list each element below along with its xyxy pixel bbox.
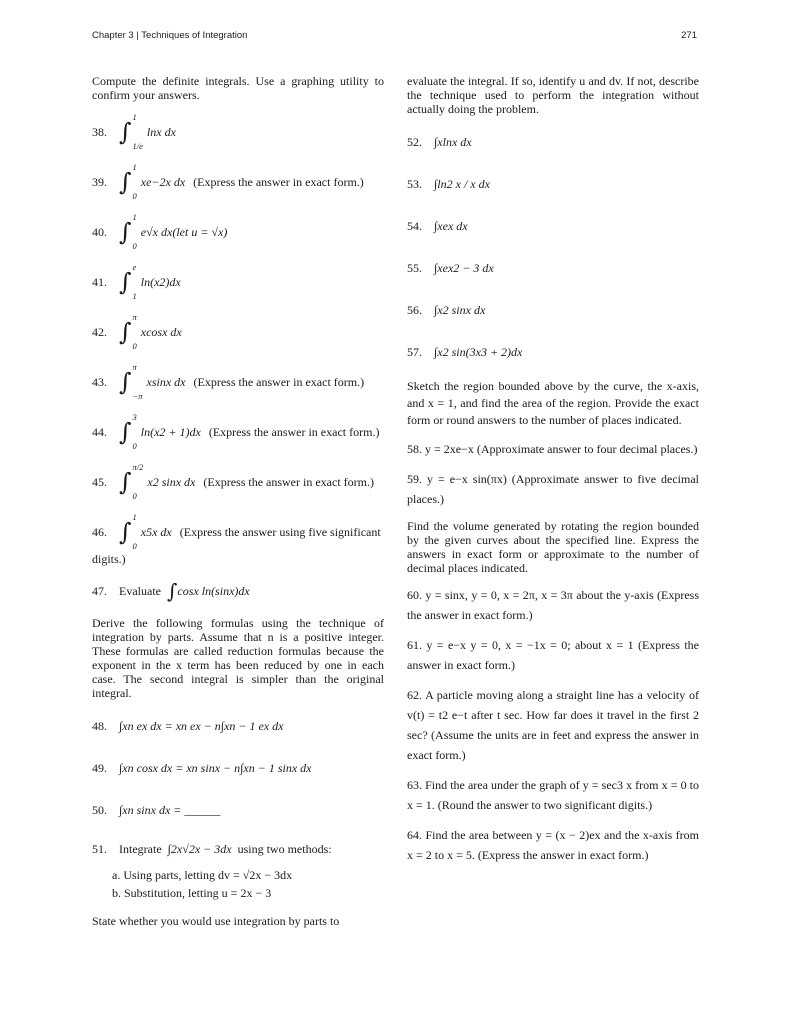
problem-56: 56. ∫x2 sinx dx (407, 303, 486, 317)
problem-60: 60. y = sinx, y = 0, x = 2π, x = 3π about the y-axis (Express the answer in exact form.) (407, 588, 699, 622)
problem-51-item-a: a. Using parts, letting dv = √2x − 3dx (112, 868, 293, 882)
problem-45: 45. ∫ π/2 0 x2 sinx dx (Express the answer in exact form.) (92, 462, 374, 501)
intro-area: Sketch the region bounded above by the curve, the x-axis, and x = 1, and find the area of the region. Provide the exact form or round answers to the number of places indicated. (407, 379, 699, 427)
problem-49: 49. ∫xn cosx dx = xn sinx − n∫xn − 1 sinx dx (92, 761, 312, 775)
problem-41: 41. ∫ e 1 ln(x2)dx (92, 262, 181, 301)
problem-62: 62. A particle moving along a straight line has a velocity of v(t) = t2 e−t after t sec. How far does it travel in the first 2 sec? (Assume the units are in feet and express the answer in exact form.) (407, 688, 699, 762)
problem-42: 42. ∫ π 0 xcosx dx (92, 312, 182, 351)
problem-48: 48. ∫xn ex dx = xn ex − n∫xn − 1 ex dx (92, 719, 284, 733)
problem-54: 54. ∫xex dx (407, 219, 468, 233)
problem-40: 40. ∫ 1 0 e√x dx(let u = √x) (92, 212, 228, 251)
intro-definite-integrals: Compute the definite integrals. Use a graphing utility to confirm your answers. (92, 74, 384, 102)
problem-53: 53. ∫ln2 x / x dx (407, 177, 490, 191)
problem-46-continuation: digits.) (92, 552, 126, 566)
problem-50: 50. ∫xn sinx dx = ______ (92, 803, 221, 817)
intro-reduction-formulas: Derive the following formulas using the technique of integration by parts. Assume that n is a positive integer. These formulas are called reduction formulas because the exponent in the x term has been reduced by one in each case. The second integral is simpler than the original integral. (92, 616, 384, 700)
left-column (92, 74, 384, 928)
page-number: 271 (681, 30, 697, 41)
problem-39: 39. ∫ 1 0 xe−2x dx (Express the answer in exact form.) (92, 162, 364, 201)
problem-52: 52. ∫xlnx dx (407, 135, 472, 149)
problem-47: 47. Evaluate ∫ cosx ln(sinx)dx (92, 579, 250, 603)
problem-64: 64. Find the area between y = (x − 2)ex and the x-axis from x = 2 to x = 5. (Express the answer in exact form.) (407, 828, 699, 862)
problem-55: 55. ∫xex2 − 3 dx (407, 261, 494, 275)
problem-59: 59. y = e−x sin(πx) (Approximate answer to five decimal places.) (407, 472, 699, 506)
right-column (407, 74, 699, 865)
problem-43: 43. ∫ π −π xsinx dx (Express the answer in exact form.) (92, 362, 365, 401)
problem-63: 63. Find the area under the graph of y = sec3 x from x = 0 to x = 1. (Round the answer to two significant digits.) (407, 778, 699, 812)
problem-44: 44. ∫ 3 0 ln(x2 + 1)dx (Express the answer in exact form.) (92, 412, 380, 451)
problem-51-item-b: b. Substitution, letting u = 2x − 3 (112, 886, 272, 900)
problem-58: 58. y = 2xe−x (Approximate answer to four decimal places.) (407, 442, 698, 456)
chapter-header: Chapter 3 | Techniques of Integration (92, 30, 248, 41)
continuation-text: evaluate the integral. If so, identify u and dv. If not, describe the technique used to perform the integration without actually doing the problem. (407, 74, 699, 116)
problem-51: 51. Integrate ∫2x√2x − 3dx using two methods: (92, 842, 332, 856)
problem-46: 46. ∫ 1 0 x5x dx (Express the answer using five significant (92, 512, 381, 551)
problem-61: 61. y = e−x y = 0, x = −1x = 0; about x = 1 (Express the answer in exact form.) (407, 638, 699, 672)
problem-38: 38. ∫ 1 1/e lnx dx (92, 112, 176, 151)
intro-volume: Find the volume generated by rotating the region bounded by the given curves about the specified line. Express the answers in exact form or approximate to the number of decimal places indicated. (407, 519, 699, 575)
outro-text: State whether you would use integration by parts to (92, 914, 340, 928)
problem-57: 57. ∫x2 sin(3x3 + 2)dx (407, 345, 523, 359)
